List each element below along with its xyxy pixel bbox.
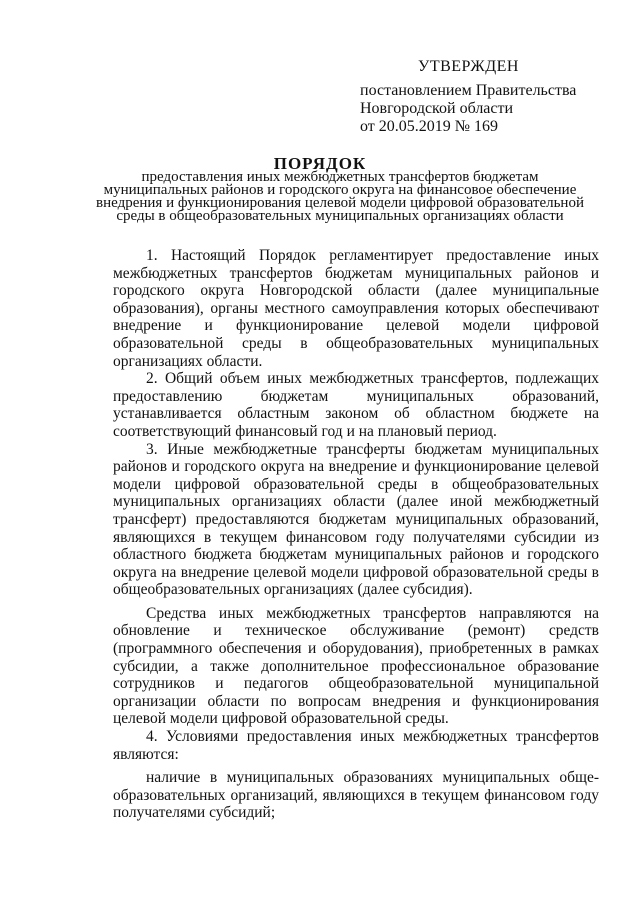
- paragraph-4-condition-1: наличие в муниципальных образованиях муниципальных обще-образовательных организаций, являющихся в текущем финансовом году получателями субсидий;: [113, 769, 599, 822]
- paragraph-3-continuation: Средства иных межбюджетных трансфертов направляются на обновление и техническое обслуживание (ремонт) средств (программного обеспечения и оборудования), приобретенных в рамках субсидии, а также дополнительное профессиональное образование сотрудников и педагогов общеобразовательной муниципальной организации области по вопросам внедрения и функционирования целевой модели цифровой образовательной среды.: [113, 604, 599, 728]
- subtitle-line-4: среды в общеобразовательных муниципальных организациях области: [116, 208, 564, 224]
- paragraph-4: 4. Условиями предоставления иных межбюджетных трансфертов являются:: [113, 728, 599, 763]
- document-title: ПОРЯДОК: [273, 154, 367, 173]
- approval-line-2: Новгородской области: [360, 100, 514, 117]
- document-body: [113, 247, 599, 822]
- approval-title: УТВЕРЖДЕН: [418, 58, 519, 75]
- paragraph-3: 3. Иные межбюджетные трансферты бюджетам муниципальных районов и городского округа на внедрение и функционирование целевой модели цифровой образовательной среды в общеобразовательных муниципальных организациях области (далее иной межбюджетный трансферт) предоставляются бюджетам муниципальных образований, являющихся в текущем финансовом году получателями субсидии из областного бюджета бюджетам муниципальных районов и городского округа на внедрение целевой модели цифровой образовательной среды в общеобразовательных организациях (далее субсидия).: [113, 440, 599, 599]
- approval-line-3: от 20.05.2019 № 169: [360, 118, 499, 135]
- subtitle-line-2: муниципальных районов и городского округа на финансовое обеспечение: [103, 182, 577, 198]
- approval-line-1: постановлением Правительства: [360, 82, 577, 99]
- subtitle-line-1: предоставления иных межбюджетных трансфертов бюджетам: [141, 169, 539, 185]
- subtitle-line-3: внедрения и функционирования целевой модели цифровой образовательной: [96, 195, 584, 211]
- approval-block: [360, 58, 610, 136]
- document-subtitle: [95, 171, 585, 223]
- paragraph-2: 2. Общий объем иных межбюджетных трансфертов, подлежащих предоставлению бюджетам муниципальных образований, устанавливается областным законом об областном бюджете на соответствующий финансовый год и на плановый период.: [113, 370, 599, 440]
- paragraph-1: 1. Настоящий Порядок регламентирует предоставление иных межбюджетных трансфертов бюджетам муниципальных районов и городского округа Новгородской области (далее муниципальные образования), органы местного самоуправления которых обеспечивают внедрение и функционирование целевой модели цифровой образовательной среды в общеобразовательных муниципальных организациях области.: [113, 247, 599, 370]
